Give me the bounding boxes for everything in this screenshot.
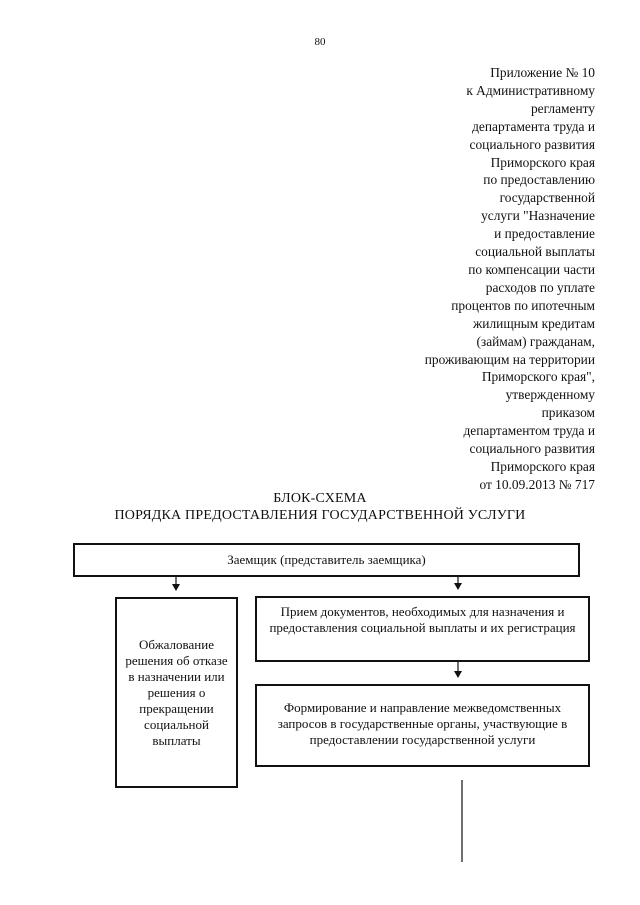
page-number: 80 — [314, 36, 326, 48]
appendix-line: услуги "Назначение — [481, 208, 595, 224]
appendix-line: государственной — [499, 190, 595, 206]
appendix-line: Приложение № 10 — [490, 65, 595, 80]
appendix-line: социальной выплаты — [475, 244, 595, 260]
requests-label: Формирование и направление межведомственных запросов в государственные органы, участвующие в предоставлении государственной услуги — [277, 700, 568, 747]
appendix-line: департаментом труда и — [463, 423, 595, 439]
appendix-line: процентов по ипотечным — [451, 297, 595, 313]
appendix-line: утвержденному — [505, 387, 595, 403]
appeal-label: Обжалование решения об отказе в назначении или решения о прекращении социальной выплаты — [125, 636, 228, 748]
appendix-line: Приморского края — [490, 458, 595, 474]
appendix-line: от 10.09.2013 № 717 — [479, 476, 595, 492]
appendix-line: к Административному — [466, 82, 595, 98]
appendix-line: проживающим на территории — [424, 351, 595, 367]
appendix-line: (займам) гражданам, — [476, 333, 595, 349]
receipt-box — [255, 596, 590, 662]
appendix-line: расходов по уплате — [485, 279, 595, 295]
appendix-line: жилищным кредитам — [473, 315, 595, 331]
title-line-1: БЛОК-СХЕМА — [273, 491, 367, 506]
title-line-2: ПОРЯДКА ПРЕДОСТАВЛЕНИЯ ГОСУДАРСТВЕННОЙ УСЛУГИ — [114, 508, 526, 523]
borrower-box — [73, 543, 580, 577]
appendix-line: социального развития — [469, 441, 595, 457]
appendix-line: по компенсации части — [468, 261, 595, 277]
appendix-line: департамента труда и — [472, 118, 595, 134]
borrower-label: Заемщик (представитель заемщика) — [227, 552, 426, 567]
appendix-line: приказом — [541, 405, 595, 421]
appendix-line: по предоставлению — [483, 172, 595, 188]
receipt-label: Прием документов, необходимых для назначения и предоставления социальной выплаты и их регистрация — [269, 604, 576, 635]
appendix-line: регламенту — [530, 100, 595, 116]
appeal-box — [115, 597, 238, 788]
appendix-line: Приморского края — [490, 154, 595, 170]
appendix-line: социального развития — [469, 136, 595, 152]
appendix-line: и предоставление — [494, 226, 595, 242]
appendix-line: Приморского края", — [481, 369, 595, 385]
requests-box — [255, 684, 590, 767]
